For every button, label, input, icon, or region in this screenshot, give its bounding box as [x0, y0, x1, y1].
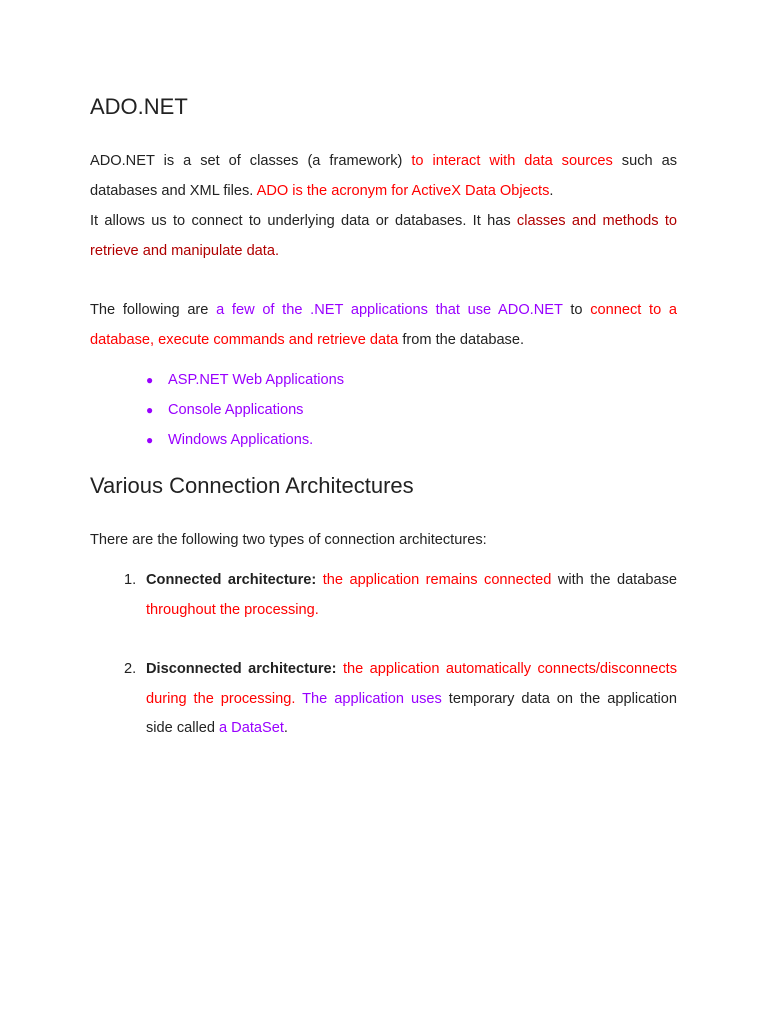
page-title: ADO.NET [90, 94, 188, 119]
body-text: to [562, 302, 591, 318]
intro-text: ADO.NET is a set of classes (a framework) [90, 153, 412, 169]
item-number: 2. [124, 661, 137, 677]
list-item [146, 426, 344, 456]
term-label: Disconnected architecture: [146, 661, 337, 677]
intro-paragraph-2 [90, 207, 677, 266]
list-item-label: ASP.NET Web Applications [168, 372, 345, 388]
body-text: The following are [90, 302, 217, 318]
list-item-label: Console Applications [168, 401, 304, 418]
intro-text: It allows us to connect to underlying data or databases. It has [90, 213, 517, 229]
body-text: with the database [551, 572, 677, 588]
intro-text: such as databases and XML files. [90, 153, 678, 199]
highlight-text: classes and methods to retrieve and manipulate data [90, 213, 677, 259]
body-text: temporary data on the application side called [146, 690, 678, 737]
bullet-icon: ● [146, 373, 154, 387]
term-label: Connected architecture: [146, 572, 317, 588]
section-heading: Various Connection Architectures [90, 473, 414, 498]
item-text [146, 655, 677, 744]
highlight-text: a few of the .NET applications that use ADO.NET [216, 302, 563, 318]
item-number: 1. [124, 572, 137, 588]
highlight-text: The application uses [302, 690, 442, 707]
highlight-text: the application remains connected [322, 572, 552, 588]
item-text [146, 566, 677, 625]
bullet-icon: ● [146, 402, 154, 417]
section-lead: There are the following two types of connection architectures: [90, 532, 487, 548]
intro-text: . [549, 182, 554, 199]
list-item [146, 366, 344, 396]
numbered-item-1 [124, 566, 677, 625]
list-item-label: Windows Applications. [168, 431, 314, 448]
highlight-text: ADO is the acronym for ActiveX Data Objects [256, 182, 550, 199]
highlight-text: throughout the processing. [146, 601, 319, 618]
bullet-icon: ● [146, 432, 154, 447]
highlight-text: the application automatically connects/disconnects during the processing. [146, 661, 678, 707]
numbered-item-2 [124, 655, 678, 744]
intro-text: . [274, 242, 280, 259]
list-item [146, 396, 344, 426]
highlight-text: connect to a database, execute commands and retrieve data [90, 302, 678, 348]
body-text: from the database. [398, 331, 525, 348]
intro-paragraph-1 [90, 147, 677, 206]
highlight-text: to interact with data sources [411, 153, 613, 169]
apps-paragraph [90, 296, 677, 355]
applications-list [146, 366, 344, 455]
body-text: . [283, 720, 288, 737]
highlight-text: a DataSet [219, 720, 284, 737]
